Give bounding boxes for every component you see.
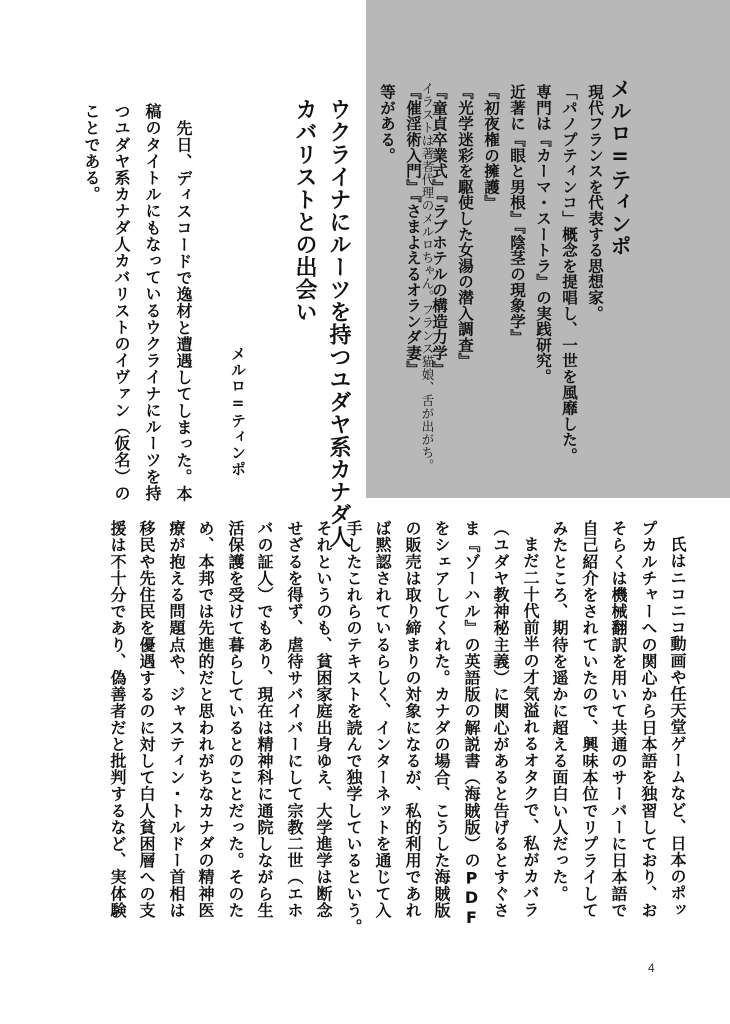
body-line: 自己紹介をされていたので、興味本位でリプライして xyxy=(580,520,599,919)
bio-line: 近著に『眼と男根』『陰茎の現象学』 xyxy=(508,84,526,345)
body-line: ま『ゾーハル』の英語版の解説書（海賊版）のPDF xyxy=(462,520,481,928)
bio-line: 『初夜権の擁護』 xyxy=(482,84,500,211)
bio-line: 『催淫術入門』『さまよえるオランダ妻』 xyxy=(404,84,422,377)
article-title-line-2: カバリストとの出会い xyxy=(292,98,317,323)
body-line: め、本邦では先進的だと思われがちなカナダの精神医 xyxy=(196,520,215,919)
body-line: それというのも、貧困家庭出身ゆえ、大学進学は断念 xyxy=(314,520,333,919)
body-line: をシェアしてくれた。カナダの場合、こうした海賊版 xyxy=(432,520,451,919)
body-line: そらくは機械翻訳を用いて共通のサーバーに日本語で xyxy=(609,520,628,919)
body-line: みたところ、期待を遥かに超える面白い人だった。 xyxy=(550,520,569,902)
author-byline: メルロ=ティンポ xyxy=(229,346,247,477)
bio-credit: イラストは著者代理のメルロちゃん。フランス猫娘、舌が出がち。 xyxy=(420,82,435,472)
body-line: 援は不十分であり、偽善者だと批判するなど、実体験 xyxy=(108,520,127,919)
body-line: 療が抱える問題点や、ジャスティン・トルドー首相は xyxy=(167,520,186,919)
article-title-line-1: ウクライナにルーツを持つユダヤ系カナダ人 xyxy=(326,98,351,548)
bio-line: 現代フランスを代表する思想家。 xyxy=(586,84,604,321)
body-line: ば黙認されているらしく、インターネットを通じて入 xyxy=(373,520,392,919)
bio-line: 『童貞卒業式』『ラブホテルの構造力学』 xyxy=(430,84,448,377)
body-line: バの証人）でもあり、現在は精神科に通院しながら生 xyxy=(255,520,274,919)
intro-line: 先日、ディスコードで逸材と遭遇してしまった。本 xyxy=(174,120,193,502)
bio-line: 『光学迷彩を駆使した女湯の潜入調査』 xyxy=(456,84,474,369)
bio-line: 専門は『カーマ・スートラ』の実践研究。 xyxy=(534,84,552,385)
body-line: （ユダヤ教神秘主義）に関心があると告げるとすぐさ xyxy=(491,520,510,919)
body-line: 移民や先住民を優遇するのに対して白人貧困層への支 xyxy=(137,520,156,919)
body-line: せざるを得ず、虐待サバイバーにして宗教二世（エホ xyxy=(285,520,304,919)
bio-name: メルロ=ティンポ xyxy=(608,78,632,257)
body-line: プカルチャーへの関心から日本語を独習しており、お xyxy=(639,520,658,919)
body-line: 氏はニコニコ動画や任天堂ゲームなど、日本のポッ xyxy=(668,536,687,918)
page-number: 4 xyxy=(648,961,655,975)
bio-line: 等がある。 xyxy=(378,84,396,163)
bio-line: 「パノプティンコ」概念を提唱し、一世を風靡した。 xyxy=(560,84,578,464)
intro-line: 稿のタイトルにもなっているウクライナにルーツを持 xyxy=(143,103,162,502)
body-line: 活保護を受けて暮らしているとのことだった。そのた xyxy=(226,520,245,919)
intro-line: つユダヤ系カナダ人カバリストのイヴァン（仮名）の xyxy=(112,103,131,502)
body-line: の販売は取り締まりの対象になるが、私的利用であれ xyxy=(403,520,422,919)
intro-line: ことである。 xyxy=(82,103,101,203)
body-line: まだ二十代前半の才気溢れるオタクで、私がカバラ xyxy=(521,536,540,918)
body-line: 手したこれらのテキストを読んで独学しているという。 xyxy=(344,520,363,935)
